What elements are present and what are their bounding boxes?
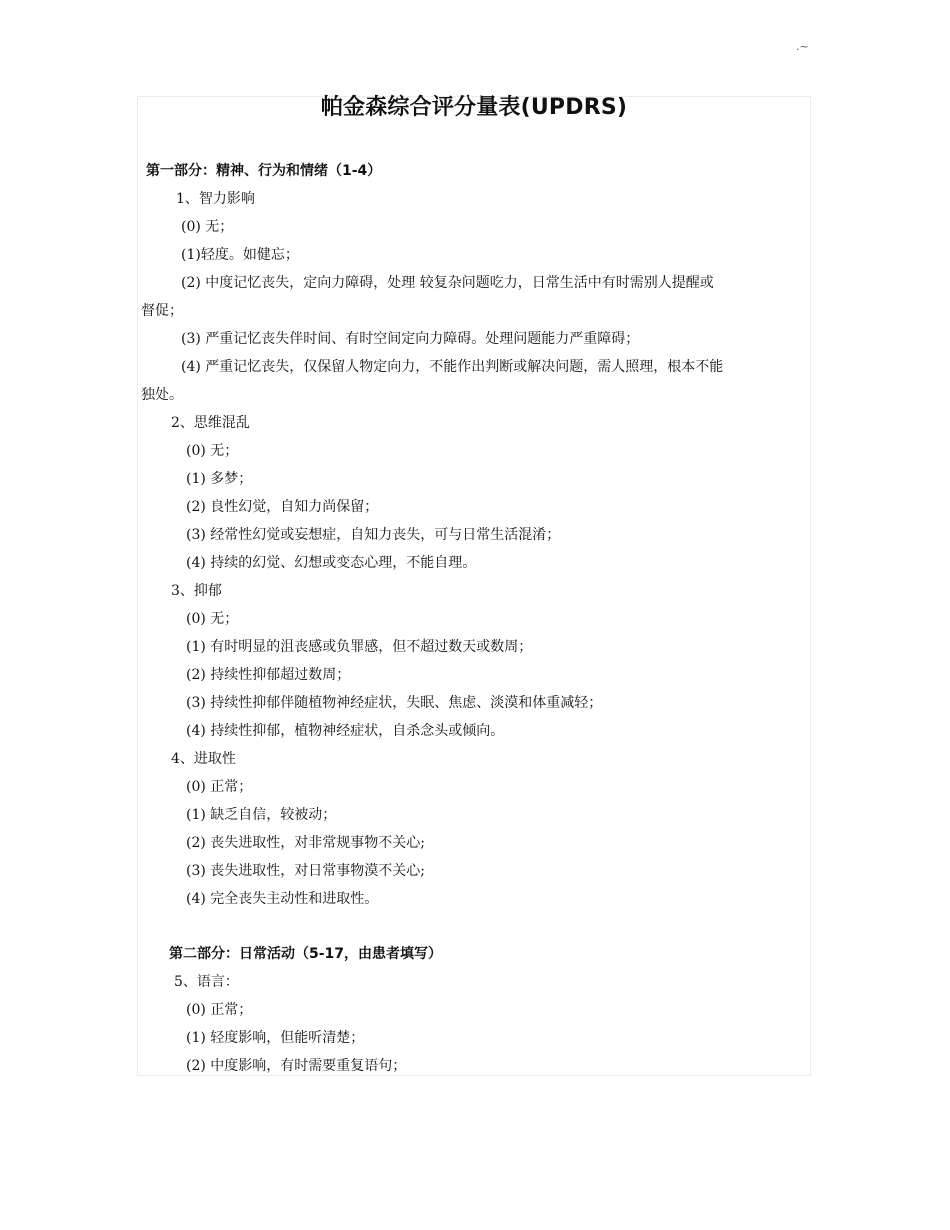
- q4-option-2: (2) 丧失进取性，对非常规事物不关心;: [186, 835, 425, 851]
- q2-option-1: (1) 多梦；: [186, 471, 253, 487]
- q1-option-2-cont: 督促；: [141, 303, 183, 319]
- q5-option-0: (0) 正常；: [186, 1002, 253, 1018]
- q5-option-2: (2) 中度影响，有时需要重复语句；: [186, 1058, 407, 1074]
- q4-option-0: (0) 正常；: [186, 779, 253, 795]
- q3-option-3: (3) 持续性抑郁伴随植物神经症状，失眠、焦虑、淡漠和体重减轻；: [186, 695, 603, 711]
- q1-option-3: (3) 严重记忆丧失伴时间、有时空间定向力障碍。处理问题能力严重障碍；: [181, 331, 640, 347]
- corner-mark: .~: [796, 40, 809, 53]
- q4-label: 4、进取性: [171, 751, 236, 767]
- q2-option-3: (3) 经常性幻觉或妄想症，自知力丧失，可与日常生活混淆；: [186, 527, 561, 543]
- q1-option-4: (4) 严重记忆丧失，仅保留人物定向力，不能作出判断或解决问题，需人照理，根本不能: [181, 359, 724, 375]
- q4-option-1: (1) 缺乏自信，较被动；: [186, 807, 337, 823]
- q5-option-1: (1) 轻度影响，但能听清楚；: [186, 1030, 365, 1046]
- q3-option-4: (4) 持续性抑郁，植物神经症状，自杀念头或倾向。: [186, 723, 505, 739]
- q3-option-2: (2) 持续性抑郁超过数周；: [186, 667, 351, 683]
- q2-option-0: (0) 无；: [186, 443, 239, 459]
- q1-option-4-cont: 独处。: [141, 387, 183, 403]
- q3-label: 3、抑郁: [171, 583, 222, 599]
- q1-option-1: (1)轻度。如健忘；: [181, 247, 299, 263]
- page-title: 帕金森综合评分量表(UPDRS): [320, 95, 628, 120]
- page-frame: [137, 96, 811, 1076]
- q1-label: 1、智力影响: [176, 191, 255, 207]
- q5-label: 5、语言：: [174, 974, 239, 990]
- part2-header: 第二部分：日常活动（5-17，由患者填写）: [169, 946, 443, 962]
- q4-option-3: (3) 丧失进取性，对日常事物漠不关心;: [186, 863, 425, 879]
- q1-option-0: (0) 无；: [181, 219, 234, 235]
- q3-option-0: (0) 无；: [186, 611, 239, 627]
- q1-option-2: (2) 中度记忆丧失，定向力障碍，处理 较复杂问题吃力，日常生活中有时需别人提醒或: [181, 275, 714, 291]
- part1-header: 第一部分：精神、行为和情绪（1-4）: [146, 163, 382, 179]
- q3-option-1: (1) 有时明显的沮丧感或负罪感，但不超过数天或数周；: [186, 639, 533, 655]
- q2-option-4: (4) 持续的幻觉、幻想或变态心理，不能自理。: [186, 555, 477, 571]
- q2-label: 2、思维混乱: [171, 415, 250, 431]
- q2-option-2: (2) 良性幻觉，自知力尚保留；: [186, 499, 379, 515]
- q4-option-4: (4) 完全丧失主动性和进取性。: [186, 891, 379, 907]
